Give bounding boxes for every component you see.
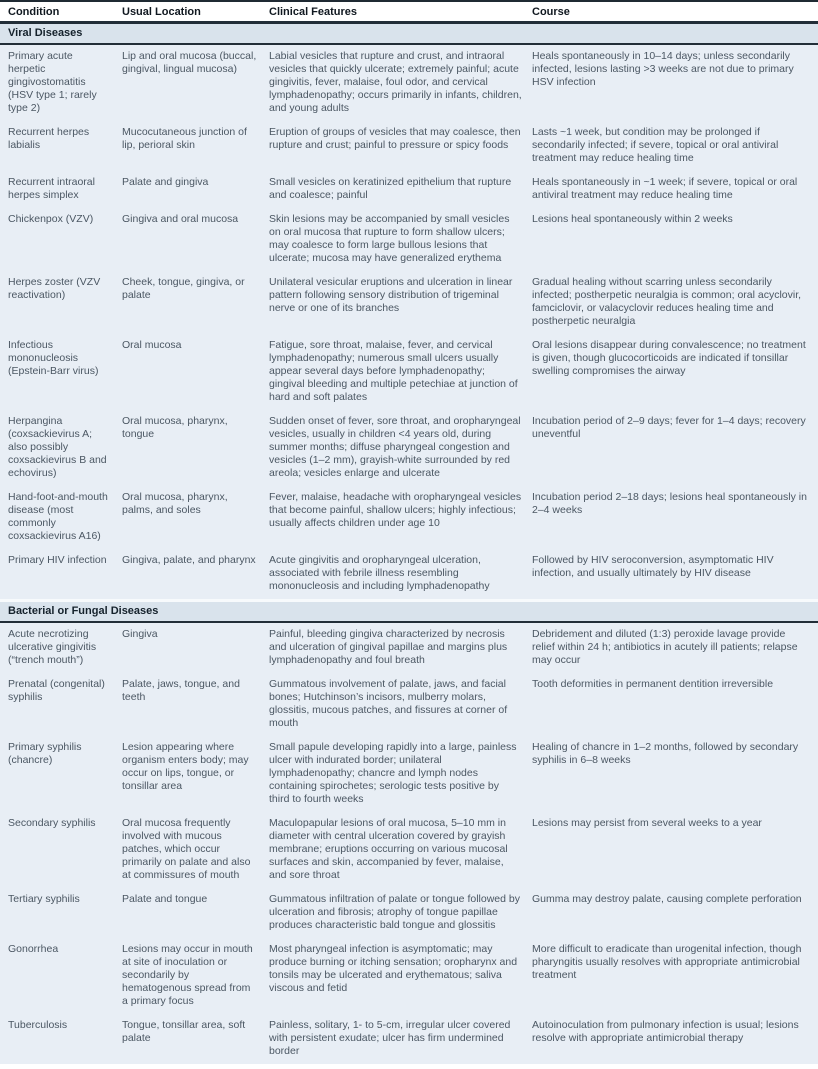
cell-course: Heals spontaneously in ~1 week; if severe, topical or oral antiviral treatment may reduce healing time [532, 171, 818, 208]
cell-location: Oral mucosa, pharynx, tongue [122, 410, 269, 486]
cell-location: Lesions may occur in mouth at site of inoculation or secondarily by hematogenous spread from a primary focus [122, 938, 269, 1014]
table-row [0, 673, 818, 736]
table-row [0, 888, 818, 938]
cell-location: Lip and oral mucosa (buccal, gingival, lingual mucosa) [122, 44, 269, 121]
cell-course: More difficult to eradicate than urogenital infection, though pharyngitis usually resolves with appropriate antimicrobial treatment [532, 938, 818, 1014]
cell-condition: Recurrent intraoral herpes simplex [0, 171, 122, 208]
section-header-row [0, 601, 818, 623]
table-row [0, 1014, 818, 1064]
cell-course: Lasts ~1 week, but condition may be prolonged if secondarily infected; if severe, topical or oral antiviral treatment may reduce healing time [532, 121, 818, 171]
header-row [0, 1, 818, 23]
cell-features: Eruption of groups of vesicles that may coalesce, then rupture and crust; painful to pressure or spicy foods [269, 121, 532, 171]
table-row [0, 334, 818, 410]
cell-location: Gingiva, palate, and pharynx [122, 549, 269, 601]
cell-location: Cheek, tongue, gingiva, or palate [122, 271, 269, 334]
cell-location: Palate and gingiva [122, 171, 269, 208]
cell-course: Lesions may persist from several weeks to a year [532, 812, 818, 888]
cell-course: Heals spontaneously in 10–14 days; unless secondarily infected, lesions lasting >3 weeks are not due to primary HSV infection [532, 44, 818, 121]
cell-condition: Herpes zoster (VZV reactivation) [0, 271, 122, 334]
cell-course: Tooth deformities in permanent dentition irreversible [532, 673, 818, 736]
column-header-clinical-features: Clinical Features [269, 1, 532, 23]
table-row [0, 938, 818, 1014]
table-row [0, 44, 818, 121]
section-title: Viral Diseases [0, 23, 818, 45]
cell-features: Painless, solitary, 1- to 5-cm, irregular ulcer covered with persistent exudate; ulcer has firm undermined border [269, 1014, 532, 1064]
cell-features: Skin lesions may be accompanied by small vesicles on oral mucosa that rupture to form shallow ulcers; may coalesce to form large bullous lesions that ulcerate; mucosa may have generalized erythema [269, 208, 532, 271]
cell-condition: Secondary syphilis [0, 812, 122, 888]
cell-location: Mucocutaneous junction of lip, perioral skin [122, 121, 269, 171]
cell-course: Lesions heal spontaneously within 2 weeks [532, 208, 818, 271]
table-body [0, 23, 818, 1065]
cell-condition: Tuberculosis [0, 1014, 122, 1064]
table-row [0, 410, 818, 486]
cell-location: Tongue, tonsillar area, soft palate [122, 1014, 269, 1064]
cell-location: Gingiva and oral mucosa [122, 208, 269, 271]
cell-location: Oral mucosa frequently involved with mucous patches, which occur primarily on palate and also at commissures of mouth [122, 812, 269, 888]
cell-features: Acute gingivitis and oropharyngeal ulceration, associated with febrile illness resembling mononucleosis and including lymphadenopathy [269, 549, 532, 601]
cell-condition: Prenatal (congenital) syphilis [0, 673, 122, 736]
column-header-usual-location: Usual Location [122, 1, 269, 23]
cell-condition: Herpangina (coxsackievirus A; also possibly coxsackievirus B and echovirus) [0, 410, 122, 486]
cell-condition: Tertiary syphilis [0, 888, 122, 938]
cell-course: Debridement and diluted (1:3) peroxide lavage provide relief within 24 h; antibiotics in acutely ill patients; relapse may occur [532, 622, 818, 673]
section-header-row [0, 23, 818, 45]
cell-course: Gradual healing without scarring unless secondarily infected; postherpetic neuralgia is common; oral acyclovir, famciclovir, or valacyclovir reduces healing time and postherpetic neuralgia [532, 271, 818, 334]
table-row [0, 171, 818, 208]
cell-location: Oral mucosa, pharynx, palms, and soles [122, 486, 269, 549]
cell-condition: Hand-foot-and-mouth disease (most commonly coxsackievirus A16) [0, 486, 122, 549]
cell-features: Sudden onset of fever, sore throat, and oropharyngeal vesicles, usually in children <4 years old, during summer months; diffuse pharyngeal congestion and vesicles (1–2 mm), grayish-white surrounded by red areola; vesicles enlarge and ulcerate [269, 410, 532, 486]
cell-features: Most pharyngeal infection is asymptomatic; may produce burning or itching sensation; oropharynx and tonsils may be ulcerated and erythematous; saliva viscous and fetid [269, 938, 532, 1014]
cell-location: Oral mucosa [122, 334, 269, 410]
cell-condition: Acute necrotizing ulcerative gingivitis (“trench mouth”) [0, 622, 122, 673]
cell-location: Palate, jaws, tongue, and teeth [122, 673, 269, 736]
column-header-condition: Condition [0, 1, 122, 23]
cell-features: Labial vesicles that rupture and crust, and intraoral vesicles that quickly ulcerate; extremely painful; acute gingivitis, fever, malaise, foul odor, and cervical lymphadenopathy; occurs primarily in infants, children, and young adults [269, 44, 532, 121]
cell-course: Incubation period of 2–9 days; fever for 1–4 days; recovery uneventful [532, 410, 818, 486]
cell-features: Painful, bleeding gingiva characterized by necrosis and ulceration of gingival papillae and margins plus lymphadenopathy and foul breath [269, 622, 532, 673]
cell-condition: Recurrent herpes labialis [0, 121, 122, 171]
table-row [0, 622, 818, 673]
table-row [0, 736, 818, 812]
table-row [0, 812, 818, 888]
cell-course: Gumma may destroy palate, causing complete perforation [532, 888, 818, 938]
table-row [0, 549, 818, 601]
cell-features: Small papule developing rapidly into a large, painless ulcer with indurated border; unilateral lymphadenopathy; chancre and lymph nodes containing spirochetes; serologic tests positive by third to fourth weeks [269, 736, 532, 812]
cell-condition: Infectious mononucleosis (Epstein-Barr virus) [0, 334, 122, 410]
cell-features: Gummatous involvement of palate, jaws, and facial bones; Hutchinson’s incisors, mulberry molars, glossitis, mucous patches, and fissures at corner of mouth [269, 673, 532, 736]
cell-features: Gummatous infiltration of palate or tongue followed by ulceration and fibrosis; atrophy of tongue papillae produces characteristic bald tongue and glossitis [269, 888, 532, 938]
table-row [0, 208, 818, 271]
cell-course: Autoinoculation from pulmonary infection is usual; lesions resolve with appropriate antimicrobial therapy [532, 1014, 818, 1064]
cell-course: Healing of chancre in 1–2 months, followed by secondary syphilis in 6–8 weeks [532, 736, 818, 812]
table-row [0, 121, 818, 171]
cell-course: Oral lesions disappear during convalescence; no treatment is given, though glucocorticoids are indicated if tonsillar swelling compromises the airway [532, 334, 818, 410]
cell-location: Palate and tongue [122, 888, 269, 938]
cell-condition: Gonorrhea [0, 938, 122, 1014]
cell-course: Followed by HIV seroconversion, asymptomatic HIV infection, and usually ultimately by HIV disease [532, 549, 818, 601]
cell-course: Incubation period 2–18 days; lesions heal spontaneously in 2–4 weeks [532, 486, 818, 549]
cell-features: Small vesicles on keratinized epithelium that rupture and coalesce; painful [269, 171, 532, 208]
table-row [0, 486, 818, 549]
table-row [0, 271, 818, 334]
cell-condition: Primary syphilis (chancre) [0, 736, 122, 812]
cell-condition: Chickenpox (VZV) [0, 208, 122, 271]
cell-condition: Primary acute herpetic gingivostomatitis (HSV type 1; rarely type 2) [0, 44, 122, 121]
cell-features: Fatigue, sore throat, malaise, fever, and cervical lymphadenopathy; numerous small ulcers usually appear several days before lymphadenopathy; gingival bleeding and multiple petechiae at junction of hard and soft palates [269, 334, 532, 410]
cell-features: Maculopapular lesions of oral mucosa, 5–10 mm in diameter with central ulceration covered by grayish membrane; eruptions occurring on various mucosal surfaces and skin, accompanied by fever, malaise, and sore throat [269, 812, 532, 888]
cell-location: Gingiva [122, 622, 269, 673]
cell-features: Fever, malaise, headache with oropharyngeal vesicles that become painful, shallow ulcers; highly infectious; usually affects children under age 10 [269, 486, 532, 549]
cell-condition: Primary HIV infection [0, 549, 122, 601]
cell-features: Unilateral vesicular eruptions and ulceration in linear pattern following sensory distribution of trigeminal nerve or one of its branches [269, 271, 532, 334]
section-title: Bacterial or Fungal Diseases [0, 601, 818, 623]
column-header-course: Course [532, 1, 818, 23]
cell-location: Lesion appearing where organism enters body; may occur on lips, tongue, or tonsillar area [122, 736, 269, 812]
